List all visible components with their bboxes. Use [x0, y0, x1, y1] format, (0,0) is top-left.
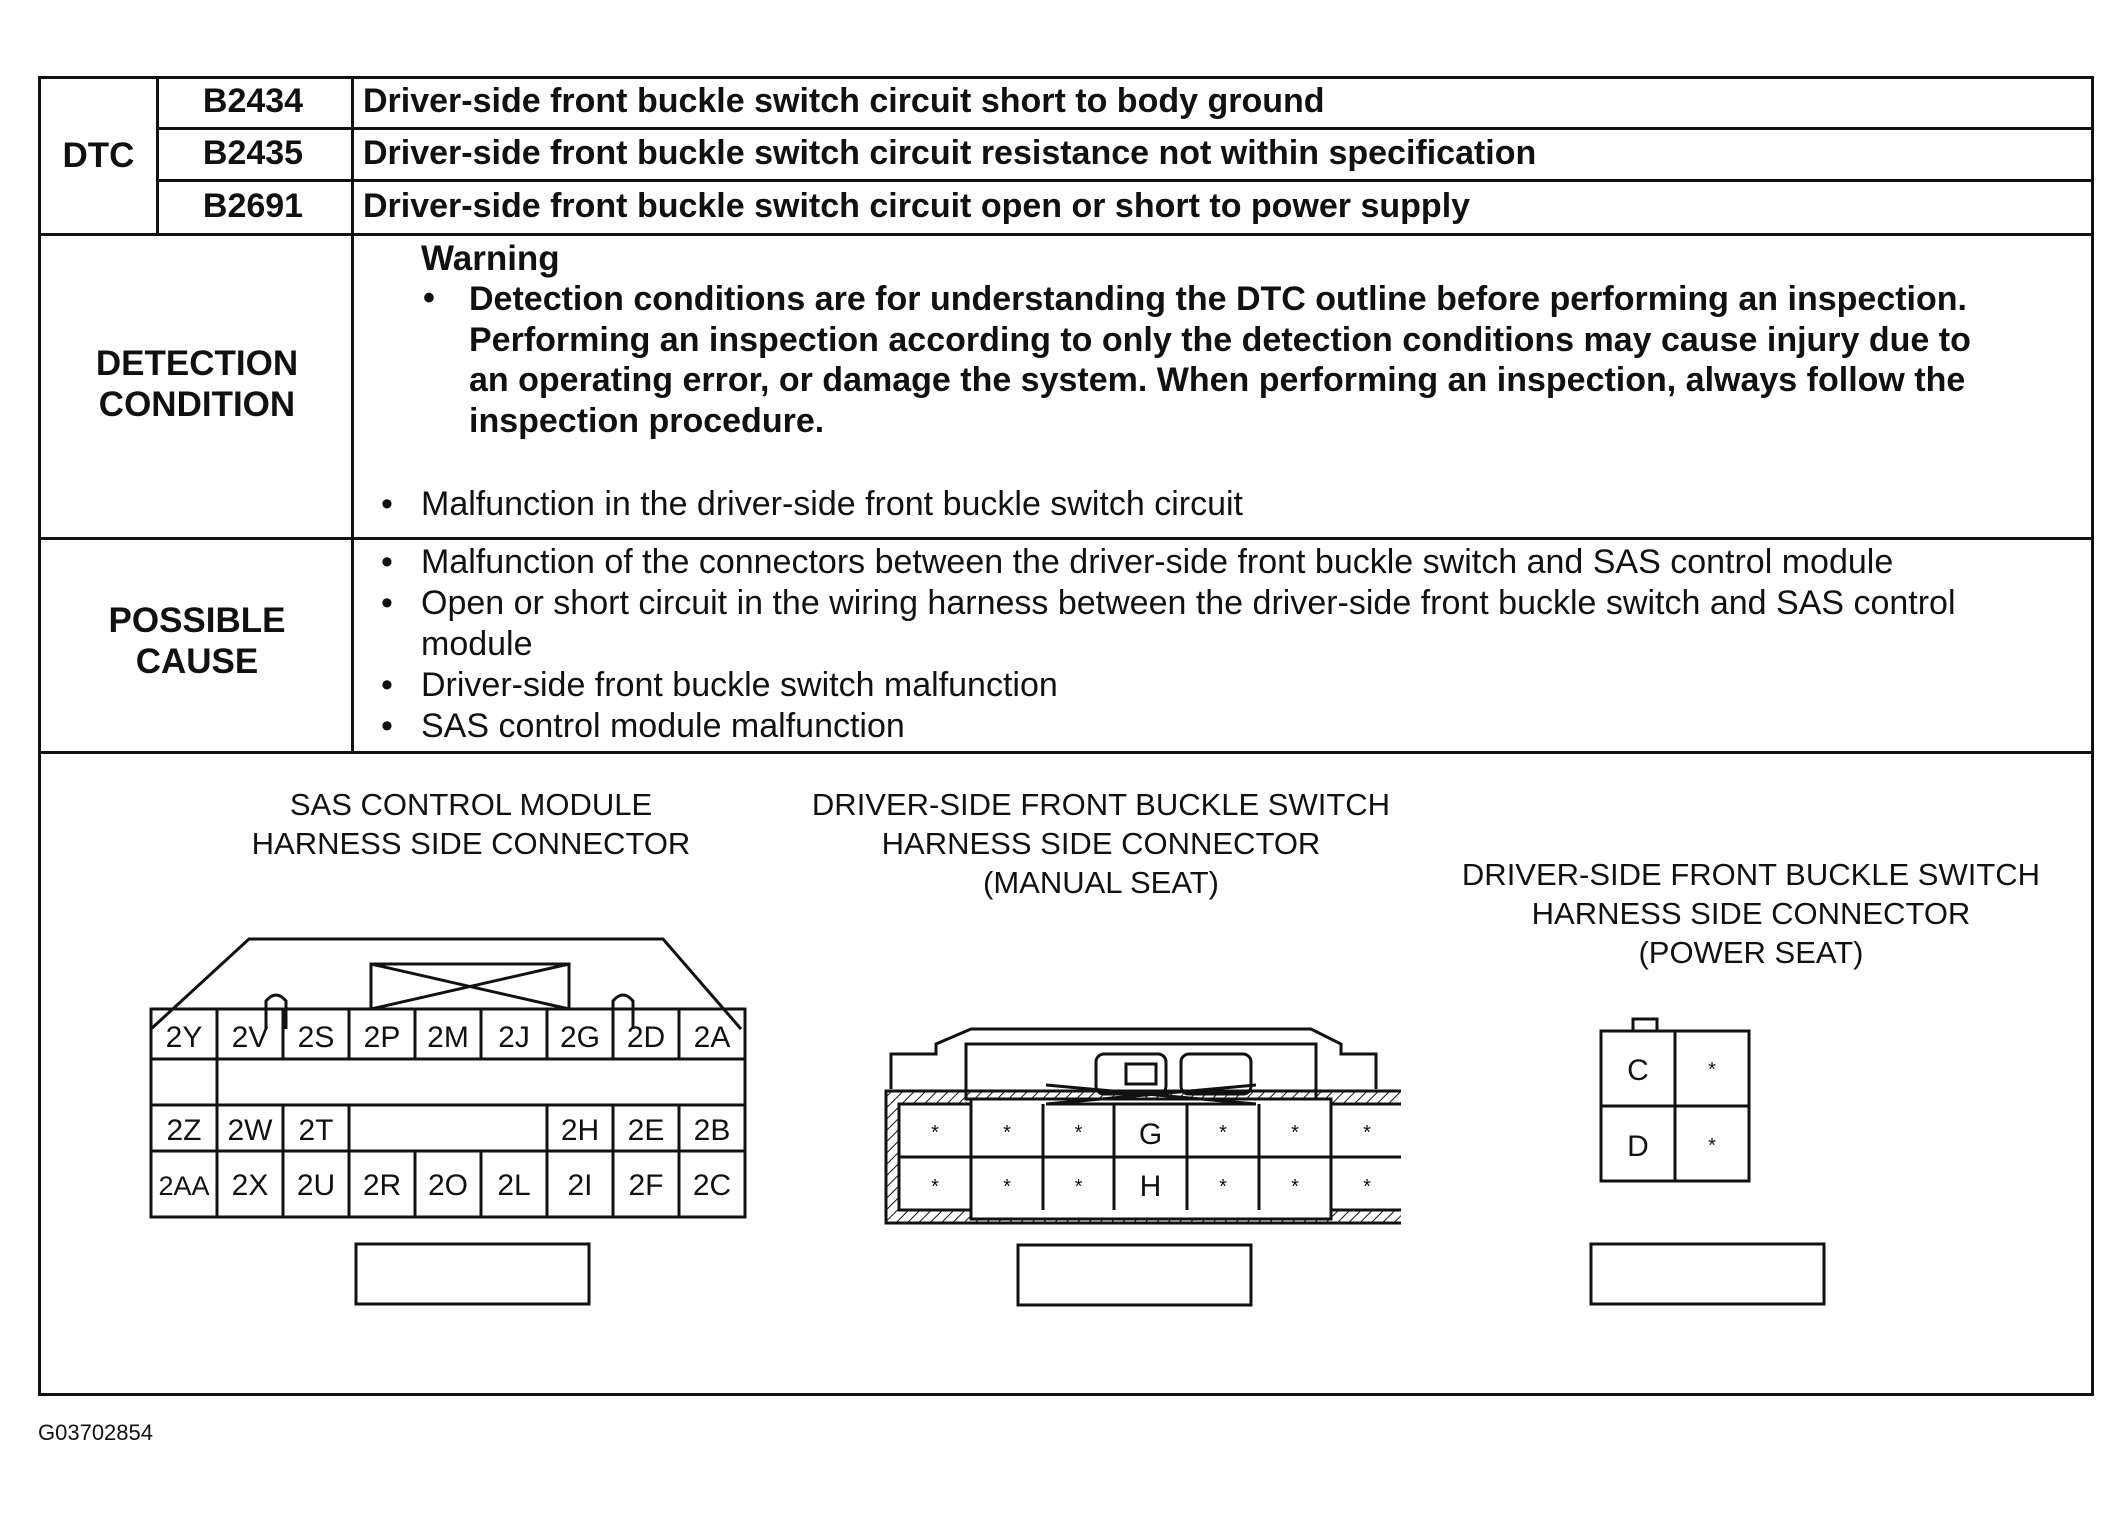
- pin-label: *: [1219, 1176, 1227, 1198]
- warning-text: [469, 279, 2069, 441]
- power-seat-connector-diagram: [1561, 1014, 1861, 1309]
- dtc-description: Driver-side front buckle switch circuit short to body ground: [363, 82, 1325, 120]
- pin-label: *: [1363, 1122, 1371, 1144]
- warning-line: Detection conditions are for understanding the DTC outline before performing an inspection.: [469, 280, 1967, 318]
- manual-seat-connector-diagram: [831, 959, 1401, 1309]
- pin-label: *: [1219, 1122, 1227, 1144]
- possible-cause-label: [41, 600, 353, 682]
- pin-label: 2C: [692, 1169, 732, 1202]
- detection-condition-text: Malfunction in the driver-side front buckle switch circuit: [421, 485, 1243, 523]
- bullet-icon: •: [423, 279, 435, 317]
- bullet-icon: •: [381, 666, 393, 704]
- pin-label: 2O: [427, 1169, 469, 1202]
- power-seat-connector-view-icon: [1591, 1244, 1824, 1304]
- title-line: (POWER SEAT): [1638, 935, 1864, 970]
- pin-label: 2P: [363, 1021, 401, 1054]
- pin-label: *: [1291, 1122, 1299, 1144]
- warning-line: an operating error, or damage the system. When performing an inspection, always follow the: [469, 361, 1966, 399]
- manual-seat-connector-view-icon: [1018, 1245, 1251, 1305]
- pin-label: 2B: [693, 1114, 731, 1147]
- dtc-description: Driver-side front buckle switch circuit resistance not within specification: [363, 134, 1537, 172]
- title-line: DRIVER-SIDE FRONT BUCKLE SWITCH: [811, 787, 1391, 822]
- possible-cause-item: SAS control module malfunction: [421, 707, 905, 745]
- pin-label: 2I: [567, 1169, 593, 1202]
- pin-label: *: [1708, 1135, 1716, 1157]
- row-divider: [41, 751, 2094, 754]
- dtc-information-table: [38, 76, 2094, 1396]
- pin-label: *: [1291, 1176, 1299, 1198]
- possible-cause-item: Malfunction of the connectors between the driver-side front buckle switch and SAS control module: [421, 543, 1894, 581]
- pin-label: 2E: [627, 1114, 665, 1147]
- sas-connector-title: [201, 785, 741, 863]
- detection-label-line: CONDITION: [98, 385, 296, 424]
- pin-label: 2D: [626, 1021, 666, 1054]
- warning-title: Warning: [421, 239, 560, 278]
- dtc-code: B2691: [202, 187, 304, 225]
- title-line: HARNESS SIDE CONNECTOR: [1531, 896, 1971, 931]
- pin-label: *: [1074, 1122, 1083, 1144]
- pin-label: 2A: [693, 1021, 731, 1054]
- pin-label: 2W: [227, 1114, 273, 1147]
- pin-label: *: [1363, 1176, 1371, 1198]
- pin-label: 2U: [296, 1169, 336, 1202]
- pin-label: *: [931, 1122, 939, 1144]
- pin-label: 2M: [427, 1021, 469, 1054]
- dtc-code: B2435: [202, 134, 304, 172]
- row-divider: [41, 233, 2094, 236]
- sas-connector-diagram: [131, 929, 781, 1309]
- detection-label-line: DETECTION: [95, 344, 299, 383]
- pin-label: G: [1138, 1118, 1163, 1151]
- pin-label: 2X: [231, 1169, 269, 1202]
- row-divider: [41, 537, 2094, 540]
- pin-label: 2R: [362, 1169, 402, 1202]
- title-line: HARNESS SIDE CONNECTOR: [881, 826, 1321, 861]
- pin-label: C: [1627, 1054, 1649, 1087]
- pin-label: 2G: [559, 1021, 601, 1054]
- bullet-icon: •: [381, 707, 393, 745]
- dtc-label: DTC: [62, 136, 135, 175]
- title-line: DRIVER-SIDE FRONT BUCKLE SWITCH: [1461, 857, 2041, 892]
- pin-label: 2H: [560, 1114, 600, 1147]
- pin-label: 2J: [498, 1021, 530, 1054]
- pin-label: 2L: [497, 1169, 531, 1202]
- warning-line: Performing an inspection according to only the detection conditions may cause injury due to: [469, 320, 1971, 359]
- pin-label: *: [931, 1176, 939, 1198]
- pin-label: *: [1708, 1059, 1716, 1081]
- pin-label: 2Z: [166, 1114, 202, 1147]
- bullet-icon: •: [381, 543, 393, 581]
- possible-cause-item-continuation: module: [421, 625, 533, 663]
- pin-label: H: [1139, 1170, 1162, 1203]
- possible-cause-item: Open or short circuit in the wiring harness between the driver-side front buckle switch and SAS control: [421, 584, 1956, 622]
- pin-label: 2S: [297, 1021, 335, 1054]
- pin-label: 2AA: [158, 1171, 210, 1201]
- title-line: HARNESS SIDE CONNECTOR: [251, 826, 691, 861]
- dtc-description: Driver-side front buckle switch circuit open or short to power supply: [363, 187, 1471, 225]
- figure-id: G03702854: [38, 1420, 153, 1445]
- possible-cause-label-line: POSSIBLE: [108, 601, 286, 640]
- pin-label: 2Y: [165, 1021, 203, 1054]
- pin-label: 2T: [298, 1114, 334, 1147]
- title-line: (MANUAL SEAT): [983, 865, 1219, 900]
- pin-label: *: [1003, 1122, 1011, 1144]
- possible-cause-label-line: CAUSE: [135, 642, 259, 681]
- manual-seat-connector-title: [781, 785, 1421, 902]
- pin-label: 2F: [628, 1169, 664, 1202]
- pin-label: *: [1003, 1176, 1011, 1198]
- pin-label: D: [1627, 1130, 1649, 1163]
- power-seat-connector-title: [1421, 855, 2081, 972]
- row-divider: [156, 179, 2094, 182]
- pin-label: *: [1074, 1176, 1083, 1198]
- dtc-code: B2434: [202, 82, 304, 120]
- title-line: SAS CONTROL MODULE: [289, 787, 653, 822]
- warning-line: inspection procedure.: [469, 401, 825, 440]
- possible-cause-item: Driver-side front buckle switch malfunction: [421, 666, 1058, 704]
- sas-connector-view-icon: [356, 1244, 589, 1304]
- row-divider: [156, 127, 2094, 130]
- pin-label: 2V: [231, 1021, 269, 1054]
- detection-condition-label: [41, 343, 353, 425]
- bullet-icon: •: [381, 485, 393, 523]
- bullet-icon: •: [381, 584, 393, 622]
